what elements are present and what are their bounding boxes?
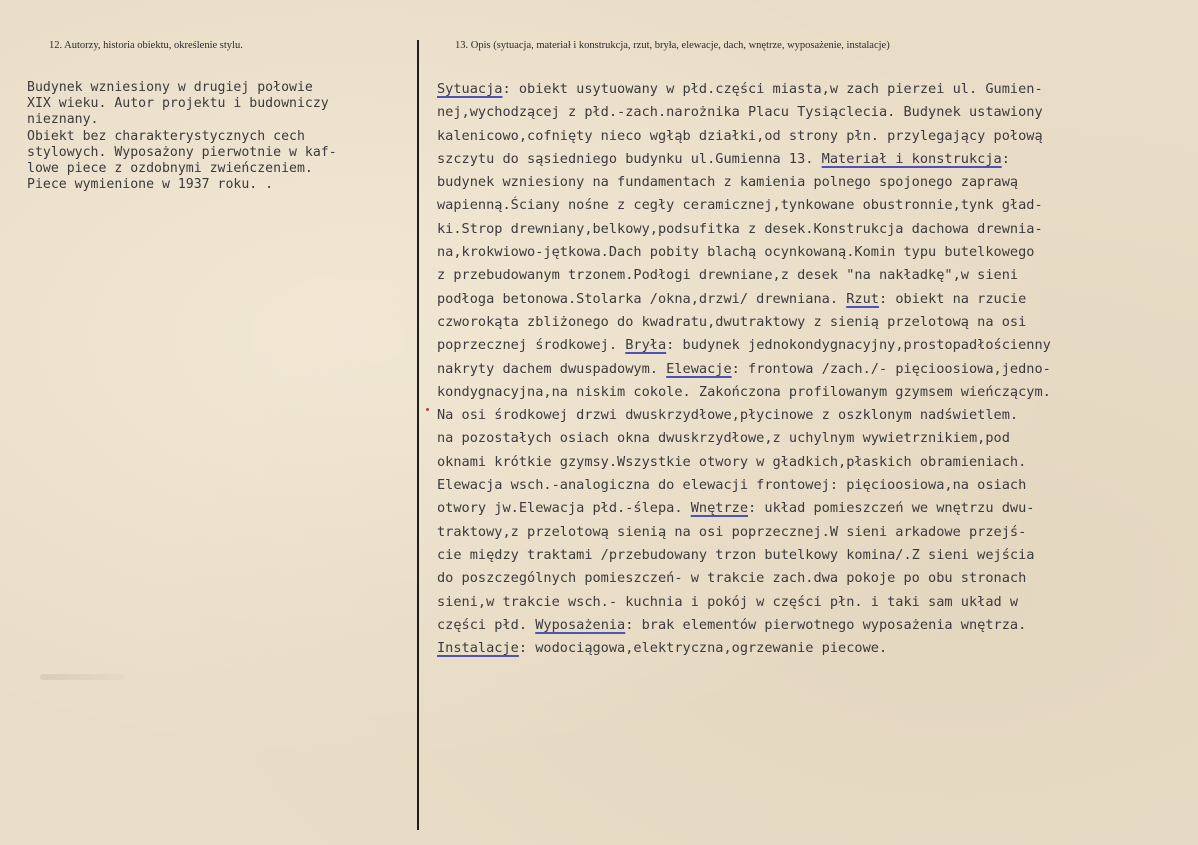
- description-text-line: [437, 288, 1051, 311]
- description-text-line: [437, 544, 1051, 567]
- section-heading: Wyposażenia: [535, 616, 626, 633]
- description-text: traktowy,z przelotową sienią na osi poprzecznej.W sieni arkadowe przejś-: [437, 523, 1027, 540]
- history-text-line: Piece wymienione w 1937 roku. .: [27, 177, 274, 193]
- description-text: do poszczególnych pomieszczeń- w trakcie zach.dwa pokoje po obu stronach: [437, 570, 1027, 587]
- description-text-line: [437, 427, 1051, 450]
- section-heading: Rzut: [846, 290, 879, 307]
- history-text-block: [27, 80, 337, 193]
- ink-spot: [426, 408, 429, 411]
- description-text: otwory jw.Elewacja płd.-ślepa.: [437, 500, 691, 517]
- description-text: nej,wychodzącej z płd.-zach.narożnika Placu Tysiąclecia. Budynek ustawiony: [437, 104, 1043, 121]
- description-text: : wodociągowa,elektryczna,ogrzewanie piecowe.: [518, 640, 888, 657]
- description-text: sieni,w trakcie wsch.- kuchnia i pokój w części płn. i taki sam układ w: [437, 593, 1019, 610]
- section-heading: Instalacje: [437, 640, 519, 657]
- description-text: na,krokwiowo-jętkowa.Dach pobity blachą ocynkowaną.Komin typu butelkowego: [437, 244, 1035, 261]
- description-text-line: [437, 637, 1051, 660]
- section-heading: Elewacje: [666, 360, 732, 377]
- description-text: cie między traktami /przebudowany trzon butelkowy komina/.Z sieni wejścia: [437, 546, 1035, 563]
- description-text-line: [437, 311, 1051, 334]
- description-text: czworokąta zbliżonego do kwadratu,dwutraktowy z sienią przelotową na osi: [437, 313, 1027, 330]
- description-text-line: [437, 474, 1051, 497]
- section-heading: Sytuacja: [437, 81, 503, 97]
- description-text: :: [1001, 150, 1010, 167]
- description-text: ki.Strop drewniany,belkowy,podsufitka z desek.Konstrukcja dachowa drewnia-: [437, 220, 1043, 237]
- history-text-line: Obiekt bez charakterystycznych cech: [27, 128, 305, 144]
- description-text: nakryty dachem dwuspadowym.: [437, 360, 667, 377]
- description-text-line: [437, 78, 1051, 101]
- description-text-line: [437, 451, 1051, 474]
- description-text-block: [437, 78, 1051, 660]
- section-heading: Bryła: [625, 337, 667, 354]
- field-13-header: 13. Opis (sytuacja, materiał i konstrukcja, rzut, bryła, elewacje, dach, wnętrze, wyposażenie, instalacje): [455, 40, 890, 51]
- description-text-line: [437, 381, 1051, 404]
- description-text: poprzecznej środkowej.: [437, 337, 626, 354]
- column-divider: [417, 40, 419, 830]
- description-text-line: [437, 567, 1051, 590]
- history-text-line: stylowych. Wyposażony pierwotnie w kaf-: [27, 144, 337, 160]
- field-12-header: 12. Autorzy, historia obiektu, określenie stylu.: [49, 40, 243, 51]
- history-text-line: lowe piece z ozdobnymi zwieńczeniem.: [27, 160, 313, 176]
- history-text-line: nieznany.: [27, 112, 99, 128]
- description-text: : frontowa /zach./- pięcioosiowa,jedno-: [731, 360, 1051, 377]
- description-text: oknami krótkie gzymsy.Wszystkie otwory w gładkich,płaskich obramieniach.: [437, 453, 1027, 470]
- description-text-line: [437, 241, 1051, 264]
- section-heading: Wnętrze: [690, 500, 749, 517]
- description-text-line: [437, 521, 1051, 544]
- description-text: budynek wzniesiony na fundamentach z kamienia polnego spojonego zaprawą: [437, 174, 1019, 191]
- description-text-line: [437, 358, 1051, 381]
- description-text: kalenicowo,cofnięty nieco wgłąb działki,od strony płn. przylegający połową: [437, 127, 1043, 144]
- description-text: Na osi środkowej drzwi dwuskrzydłowe,płycinowe z oszklonym nadświetlem.: [437, 407, 1019, 424]
- description-text: na pozostałych osiach okna dwuskrzydłowe,z uchylnym wywietrznikiem,pod: [437, 430, 1010, 447]
- description-text: wapienną.Ściany nośne z cegły ceramicznej,tynkowane obustronnie,tynk gład-: [437, 197, 1043, 214]
- description-text-line: [437, 334, 1051, 357]
- description-text-line: [437, 171, 1051, 194]
- description-text-line: [437, 148, 1051, 171]
- faded-stamp-mark: [40, 674, 125, 680]
- description-text: Elewacja wsch.-analogiczna do elewacji frontowej: pięcioosiowa,na osiach: [437, 477, 1027, 494]
- description-text: kondygnacyjna,na niskim cokole. Zakończona profilowanym gzymsem wieńczącym.: [437, 383, 1051, 400]
- description-text-line: [437, 218, 1051, 241]
- description-text: : brak elementów pierwotnego wyposażenia wnętrza.: [625, 616, 1027, 633]
- description-text: : układ pomieszczeń we wnętrzu dwu-: [748, 500, 1035, 517]
- description-text: części płd.: [437, 616, 536, 633]
- description-text: z przebudowanym trzonem.Podłogi drewniane,z desek "na nakładkę",w sieni: [437, 267, 1019, 284]
- history-text-line: XIX wieku. Autor projektu i budowniczy: [27, 96, 329, 112]
- description-text: podłoga betonowa.Stolarka /okna,drzwi/ drewniana.: [437, 290, 847, 307]
- section-heading: Materiał i konstrukcja: [821, 150, 1002, 167]
- description-text-line: [437, 591, 1051, 614]
- description-text-line: [437, 101, 1051, 124]
- history-text-line: Budynek wzniesiony w drugiej połowie: [27, 80, 313, 95]
- description-text: : obiekt usytuowany w płd.części miasta,w zach pierzei ul. Gumien-: [502, 81, 1043, 97]
- description-text-line: [437, 125, 1051, 148]
- description-text: szczytu do sąsiedniego budynku ul.Gumienna 13.: [437, 150, 822, 167]
- description-text-line: [437, 194, 1051, 217]
- description-text-line: [437, 497, 1051, 520]
- description-text: : budynek jednokondygnacyjny,prostopadłościenny: [666, 337, 1051, 354]
- description-text-line: [437, 614, 1051, 637]
- description-text-line: [437, 264, 1051, 287]
- description-text-line: [437, 404, 1051, 427]
- description-text: : obiekt na rzucie: [878, 290, 1027, 307]
